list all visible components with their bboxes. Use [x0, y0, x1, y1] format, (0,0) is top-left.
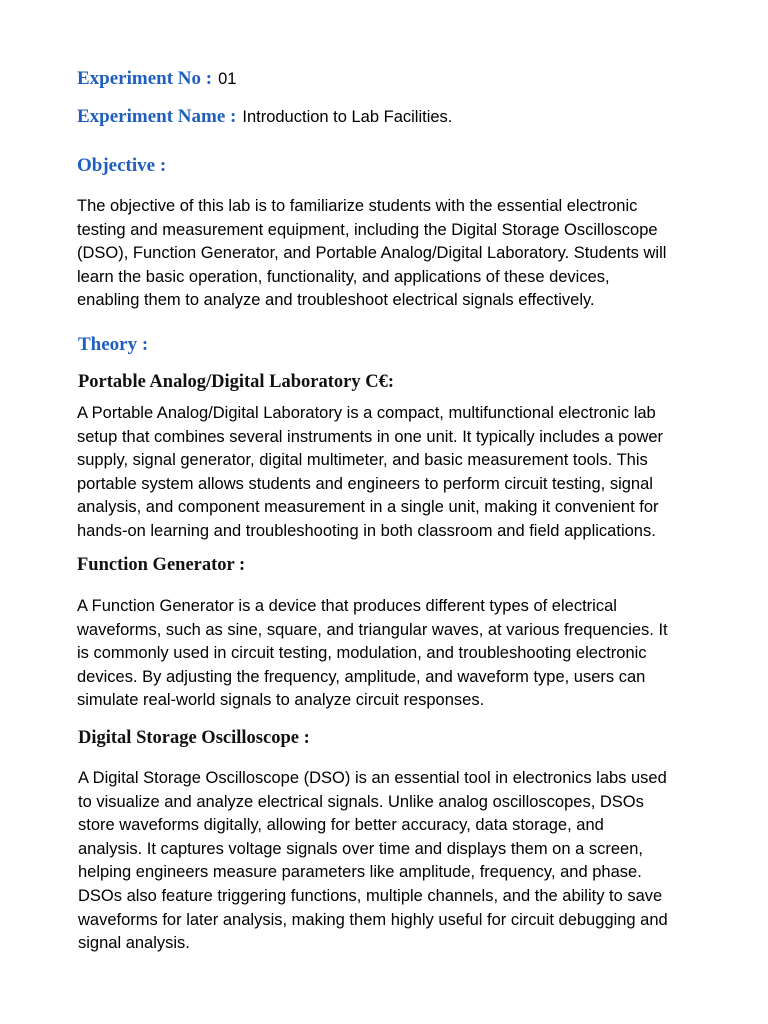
paragraph-line: waveforms for later analysis, making them highly useful for circuit debugging and: [78, 910, 668, 929]
paragraph-line: to visualize and analyze electrical signals. Unlike analog oscilloscopes, DSOs: [78, 792, 644, 811]
dso-paragraph: [78, 767, 738, 956]
paragraph-line: DSOs also feature triggering functions, multiple channels, and the ability to save: [78, 886, 663, 905]
paragraph-line: is commonly used in circuit testing, modulation, and troubleshooting electronic: [77, 644, 647, 663]
paragraph-line: helping engineers measure parameters like amplitude, frequency, and phase.: [78, 863, 642, 882]
paragraph-line: store waveforms digitally, allowing for better accuracy, data storage, and: [78, 816, 604, 835]
paragraph-line: learn the basic operation, functionality, and applications of these devices,: [77, 267, 610, 286]
paragraph-line: (DSO), Function Generator, and Portable Analog/Digital Laboratory. Students will: [77, 244, 667, 263]
paragraph-line: analysis, and component measurement in a single unit, making it convenient for: [77, 498, 659, 517]
paragraph-line: supply, signal generator, digital multimeter, and basic measurement tools. This: [77, 451, 648, 470]
experiment-no-row: [77, 68, 236, 90]
experiment-no-value: 01: [218, 70, 237, 88]
paragraph-line: A Digital Storage Oscilloscope (DSO) is an essential tool in electronics labs used: [78, 769, 667, 787]
theory-heading-row: [78, 334, 148, 356]
paragraph-line: devices. By adjusting the frequency, amplitude, and waveform type, users can: [77, 667, 646, 686]
objective-heading-row: [77, 155, 166, 177]
paragraph-line: analysis. It captures voltage signals over time and displays them on a screen,: [78, 839, 643, 858]
paragraph-line: The objective of this lab is to familiarize students with the essential electronic: [77, 197, 638, 215]
paragraph-line: enabling them to analyze and troubleshoot electrical signals effectively.: [77, 291, 595, 310]
function-generator-paragraph: [77, 595, 737, 713]
paragraph-line: waveforms, such as sine, square, and triangular waves, at various frequencies. It: [77, 620, 668, 639]
experiment-name-label: Experiment Name :: [77, 106, 237, 127]
portable-lab-paragraph: [77, 402, 737, 544]
paragraph-line: simulate real-world signals to analyze circuit responses.: [77, 691, 485, 710]
dso-heading: Digital Storage Oscilloscope :: [78, 728, 310, 748]
paragraph-line: portable system allows students and engineers to perform circuit testing, signal: [77, 474, 653, 493]
paragraph-line: A Portable Analog/Digital Laboratory is a compact, multifunctional electronic lab: [77, 404, 656, 422]
paragraph-line: hands-on learning and troubleshooting in both classroom and field applications.: [77, 521, 656, 540]
experiment-name-row: [77, 106, 452, 128]
objective-heading: Objective :: [77, 155, 167, 176]
experiment-no-label: Experiment No :: [77, 68, 213, 89]
objective-paragraph: [77, 195, 737, 313]
function-generator-heading: Function Generator :: [77, 555, 246, 575]
paragraph-line: signal analysis.: [78, 934, 190, 953]
theory-heading: Theory :: [78, 334, 149, 355]
paragraph-line: setup that combines several instruments in one unit. It typically includes a power: [77, 427, 664, 446]
paragraph-line: A Function Generator is a device that produces different types of electrical: [77, 597, 617, 615]
experiment-name-value: Introduction to Lab Facilities.: [242, 108, 453, 126]
paragraph-line: testing and measurement equipment, including the Digital Storage Oscilloscope: [77, 220, 658, 239]
portable-lab-heading: Portable Analog/Digital Laboratory C€:: [78, 372, 395, 392]
